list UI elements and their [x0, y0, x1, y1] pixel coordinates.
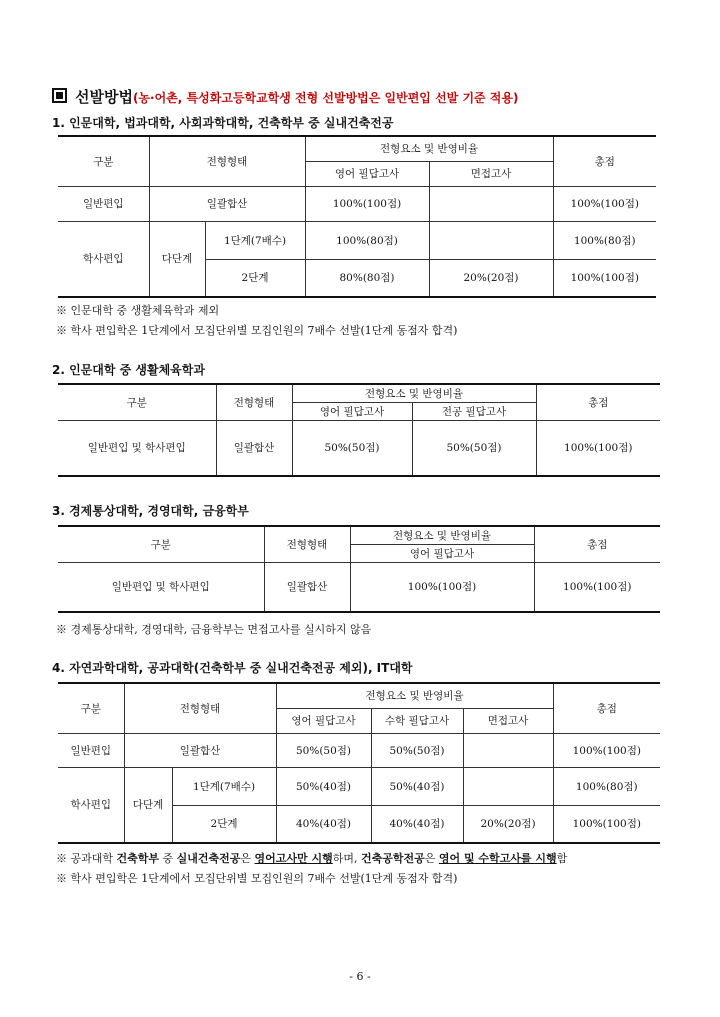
header-category: 구분	[58, 384, 216, 420]
cell-value	[429, 221, 553, 259]
cell-value: 50%(40점)	[371, 767, 463, 805]
header-english: 영어 필답고사	[350, 544, 534, 562]
cell-total: 100%(100점)	[534, 562, 660, 612]
cell-category: 일반편입 및 학사편입	[58, 420, 216, 476]
cell-total: 100%(80점)	[553, 221, 656, 259]
header-type: 전형형태	[124, 683, 276, 733]
header-math: 수학 필답고사	[371, 708, 463, 733]
section-1-title: 1. 인문대학, 법과대학, 사회과학대학, 건축학부 중 실내건축전공	[52, 116, 394, 130]
cell-value: 80%(80점)	[305, 259, 429, 297]
remark-formatted	[56, 850, 567, 866]
section-3-title: 3. 경제통상대학, 경영대학, 금융학부	[52, 504, 249, 518]
header-category: 구분	[58, 136, 149, 186]
remark-emphasis: 영어고사만 시행	[254, 852, 333, 865]
cell-value: 20%(20점)	[429, 259, 553, 297]
cell-value	[463, 767, 553, 805]
header-english: 영어 필답고사	[305, 161, 429, 186]
remark: ※ 학사 편입학은 1단계에서 모집단위별 모집인원의 7배수 선발(1단계 동점자 합격)	[56, 324, 458, 337]
cell-value: 100%(80점)	[305, 221, 429, 259]
cell-total: 100%(100점)	[553, 186, 656, 221]
cell-total: 100%(100점)	[553, 733, 660, 767]
cell-total: 100%(100점)	[536, 420, 660, 476]
header-type: 전형형태	[216, 384, 292, 420]
remark: ※ 인문대학 중 생활체육학과 제외	[56, 304, 220, 317]
cell-value: 40%(40점)	[371, 805, 463, 843]
cell-value: 100%(100점)	[350, 562, 534, 612]
header-total: 총점	[534, 526, 660, 562]
cell-stage: 2단계	[172, 805, 276, 843]
cell-stage: 2단계	[205, 259, 305, 297]
cell-value	[429, 186, 553, 221]
remark-text: ※ 공과대학	[56, 852, 117, 865]
section-2-title: 2. 인문대학 중 생활체육학과	[52, 363, 205, 377]
cell-type: 다단계	[149, 221, 205, 297]
cell-total: 100%(100점)	[553, 805, 660, 843]
header-elements: 전형요소 및 반영비율	[292, 384, 536, 402]
header-elements: 전형요소 및 반영비율	[350, 526, 534, 544]
header-english: 영어 필답고사	[276, 708, 371, 733]
remark-text: 은	[424, 852, 439, 865]
cell-value	[463, 733, 553, 767]
header-type: 전형형태	[264, 526, 350, 562]
section-4-table	[58, 682, 660, 844]
cell-total: 100%(80점)	[553, 767, 660, 805]
remark-emphasis: 건축공학전공	[361, 852, 425, 865]
header-elements: 전형요소 및 반영비율	[276, 683, 553, 708]
cell-value: 50%(50점)	[412, 420, 536, 476]
remark-text: 중	[159, 852, 177, 865]
section-1-table	[58, 135, 656, 298]
remark-emphasis: 건축학부	[116, 852, 160, 865]
header-total: 총점	[536, 384, 660, 420]
header-category: 구분	[58, 683, 124, 733]
remark-text: 함	[556, 852, 568, 865]
cell-type: 다단계	[124, 767, 172, 843]
header-english: 영어 필답고사	[292, 402, 412, 420]
cell-category: 일반편입	[58, 733, 124, 767]
section-3-table	[58, 525, 660, 613]
page-number: - 6 -	[349, 970, 371, 983]
header-total: 총점	[553, 136, 656, 186]
cell-value: 40%(40점)	[276, 805, 371, 843]
header-type: 전형형태	[149, 136, 305, 186]
cell-type: 일괄합산	[264, 562, 350, 612]
remark: ※ 경제통상대학, 경영대학, 금융학부는 면접고사를 실시하지 않음	[56, 623, 372, 636]
remark-emphasis: 영어 및 수학고사를 시행	[438, 852, 557, 865]
cell-type: 일괄합산	[124, 733, 276, 767]
section-heading	[52, 86, 518, 107]
cell-type: 일괄합산	[149, 186, 305, 221]
header-total: 총점	[553, 683, 660, 733]
cell-category: 일반편입 및 학사편입	[58, 562, 264, 612]
cell-value: 20%(20점)	[463, 805, 553, 843]
remark-text: 은	[240, 852, 255, 865]
section-2-table	[58, 383, 660, 477]
remark-text: 하며,	[332, 852, 361, 865]
cell-value: 50%(50점)	[276, 733, 371, 767]
heading-note: (농·어촌, 특성화고등학교학생 전형 선발방법은 일반편입 선발 기준 적용)	[132, 91, 519, 105]
header-interview: 면접고사	[429, 161, 553, 186]
cell-category: 일반편입	[58, 186, 149, 221]
cell-value: 100%(100점)	[305, 186, 429, 221]
remark: ※ 학사 편입학은 1단계에서 모집단위별 모집인원의 7배수 선발(1단계 동점자 합격)	[56, 872, 458, 885]
header-interview: 면접고사	[463, 708, 553, 733]
filled-square-icon	[52, 88, 67, 103]
header-major: 전공 필답고사	[412, 402, 536, 420]
heading-title: 선발방법	[75, 88, 133, 106]
cell-stage: 1단계(7배수)	[205, 221, 305, 259]
header-elements: 전형요소 및 반영비율	[305, 136, 553, 161]
header-category: 구분	[58, 526, 264, 562]
cell-value: 50%(50점)	[292, 420, 412, 476]
cell-category: 학사편입	[58, 221, 149, 297]
cell-value: 50%(40점)	[276, 767, 371, 805]
cell-total: 100%(100점)	[553, 259, 656, 297]
section-4-title: 4. 자연과학대학, 공과대학(건축학부 중 실내건축전공 제외), IT대학	[52, 661, 413, 675]
remark-emphasis: 실내건축전공	[176, 852, 241, 865]
cell-category: 학사편입	[58, 767, 124, 843]
cell-value: 50%(50점)	[371, 733, 463, 767]
cell-type: 일괄합산	[216, 420, 292, 476]
cell-stage: 1단계(7배수)	[172, 767, 276, 805]
